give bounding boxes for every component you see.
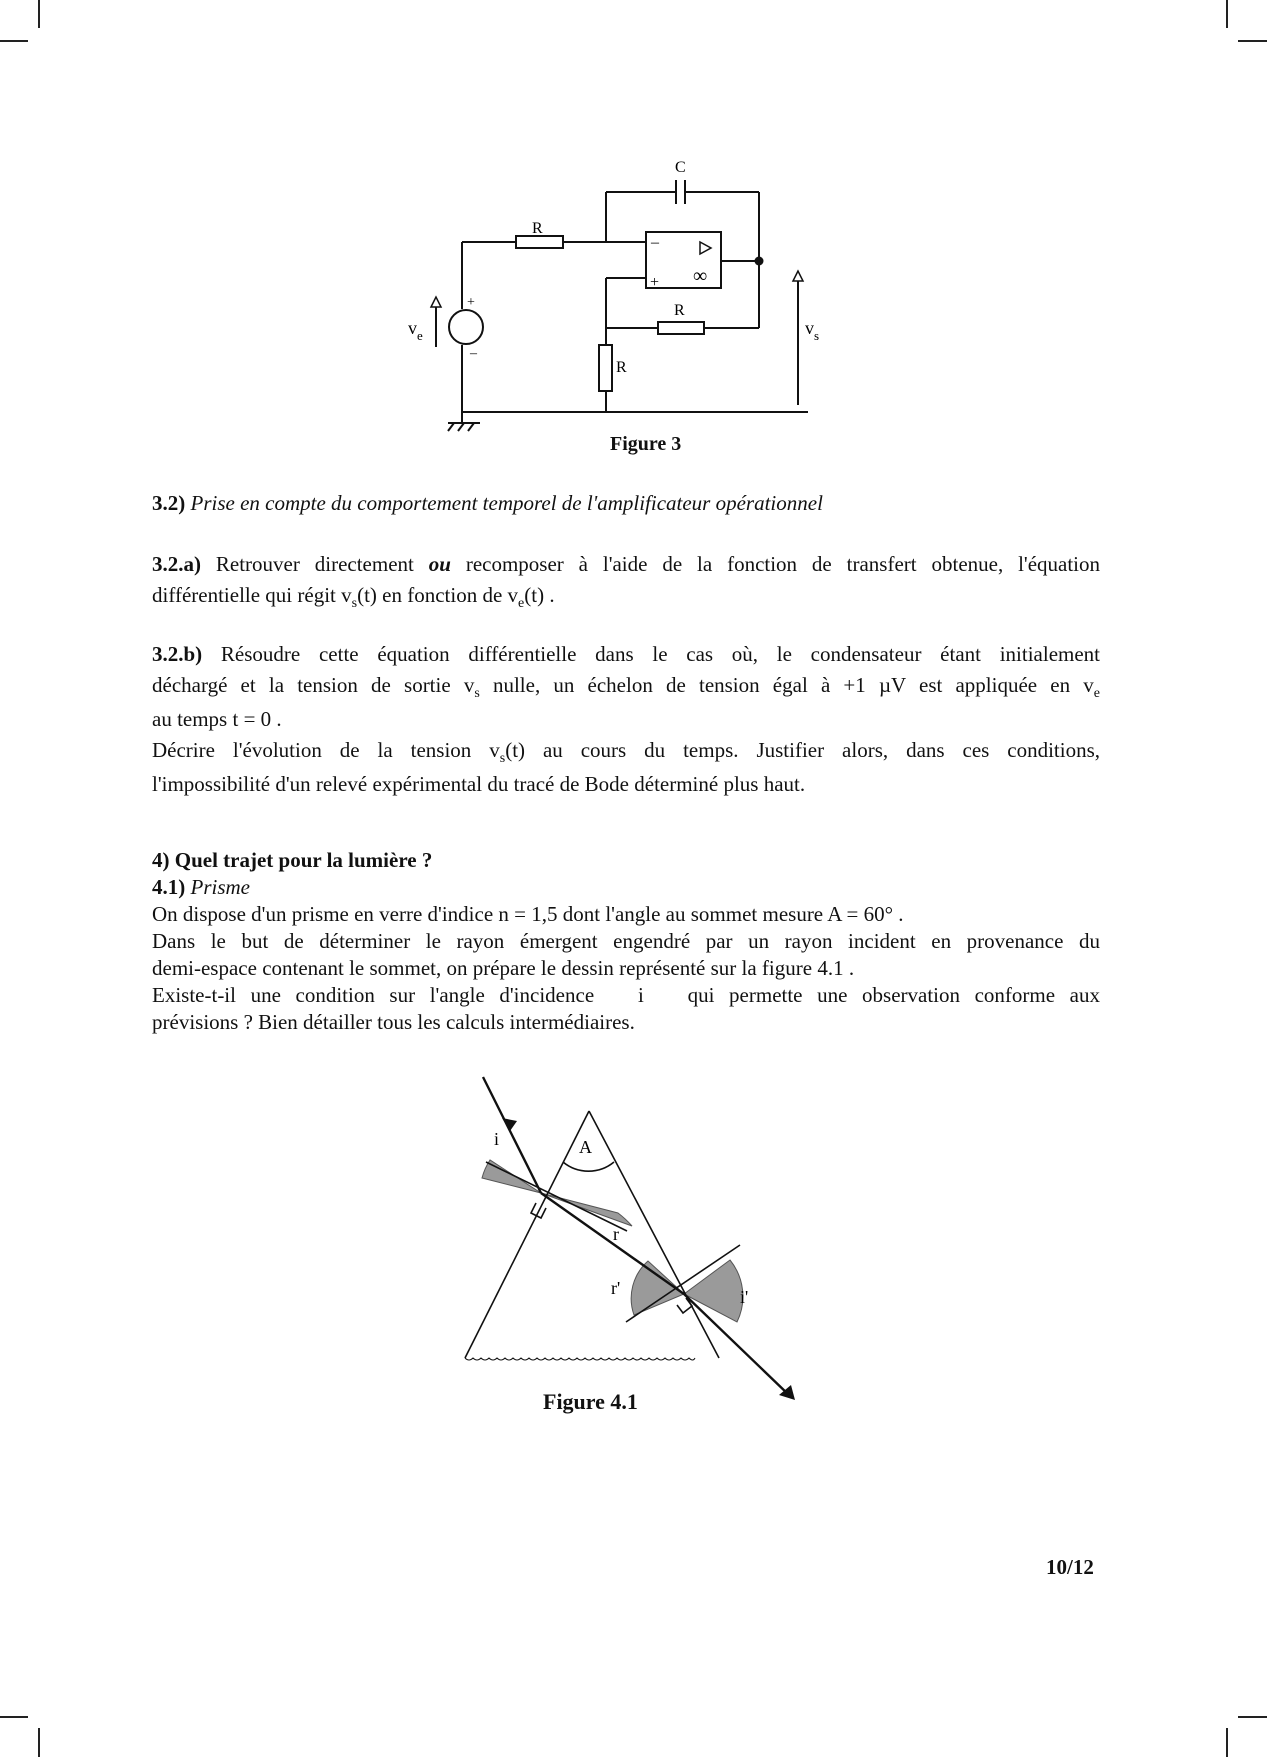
question-3-2-a: 3.2.a) Retrouver directement ou recomposer à l'aide de la fonction de transfert obtenue, l'équation différentielle qui régit $v_s(t)$ en fonction de $v_e(t)$ . [152, 552, 1101, 611]
section-3-2-heading: 3.2) Prise en compte du comportement temporel de l'amplificateur opérationnel [152, 491, 823, 515]
incidence-angle-label: i [494, 1129, 500, 1149]
figure-3-caption: Figure 3 [610, 433, 682, 455]
internal-angle-label: r' [611, 1278, 621, 1298]
question-3-2-b: 3.2.b) Résoudre cette équation différentielle dans le cas où, le condensateur étant initialement déchargé et la tension de sortie $v_s$ nulle, un échelon de tension égal à +1 µV est appliquée en $v_e$ au temps t = 0 . Décrire l'évolution de la tension $v_s(t)$ au cours du temps. Justifier alors, dans ces conditions, l'impossibilité d'un relevé expérimental du tracé de Bode déterminé plus haut. [152, 642, 1101, 796]
vs-label: $v_s$ [805, 318, 820, 343]
section-4: 4) Quel trajet pour la lumière ? 4.1) Prisme On dispose d'un prisme en verre d'indice n = 1,5 dont l'angle au sommet mesure A = 60° . Dans le but de déterminer le rayon émergent engendré par un rayon incident en provenance du demi-espace contenant le sommet, on prépare le dessin représenté sur la figure 4.1 . Existe-t-il une condition sur l'angle d'incidence i qui permette une observation conforme aux prévisions ? Bien détailler tous les calculs intermédiaires. [152, 848, 1101, 1034]
ve-label: $v_e$ [408, 318, 423, 343]
opamp-minus-label: – [651, 234, 659, 251]
crop-mark [1238, 1716, 1267, 1718]
opamp-plus-label: + [650, 274, 660, 291]
crop-mark [38, 1728, 40, 1757]
source-plus-label: + [467, 295, 475, 310]
refraction-angle-label: r [613, 1224, 619, 1244]
ground-resistor-label: R [616, 359, 627, 376]
page-number: 10/12 [1046, 1555, 1094, 1579]
figure-4-1-prism [0, 1060, 1267, 1420]
figure-4-1-caption: Figure 4.1 [543, 1389, 638, 1414]
opamp-infinity-label: ∞ [693, 265, 708, 287]
crop-mark [0, 1716, 28, 1718]
source-minus-label: – [470, 346, 477, 361]
capacitor-label: C [675, 159, 686, 176]
feedback-resistor-label: R [674, 302, 685, 319]
apex-angle-label: A [579, 1137, 592, 1157]
input-resistor-label: R [532, 220, 543, 237]
figure-3-circuit [0, 0, 1267, 480]
crop-mark [1226, 1728, 1228, 1757]
emergence-angle-label: i' [740, 1287, 749, 1307]
